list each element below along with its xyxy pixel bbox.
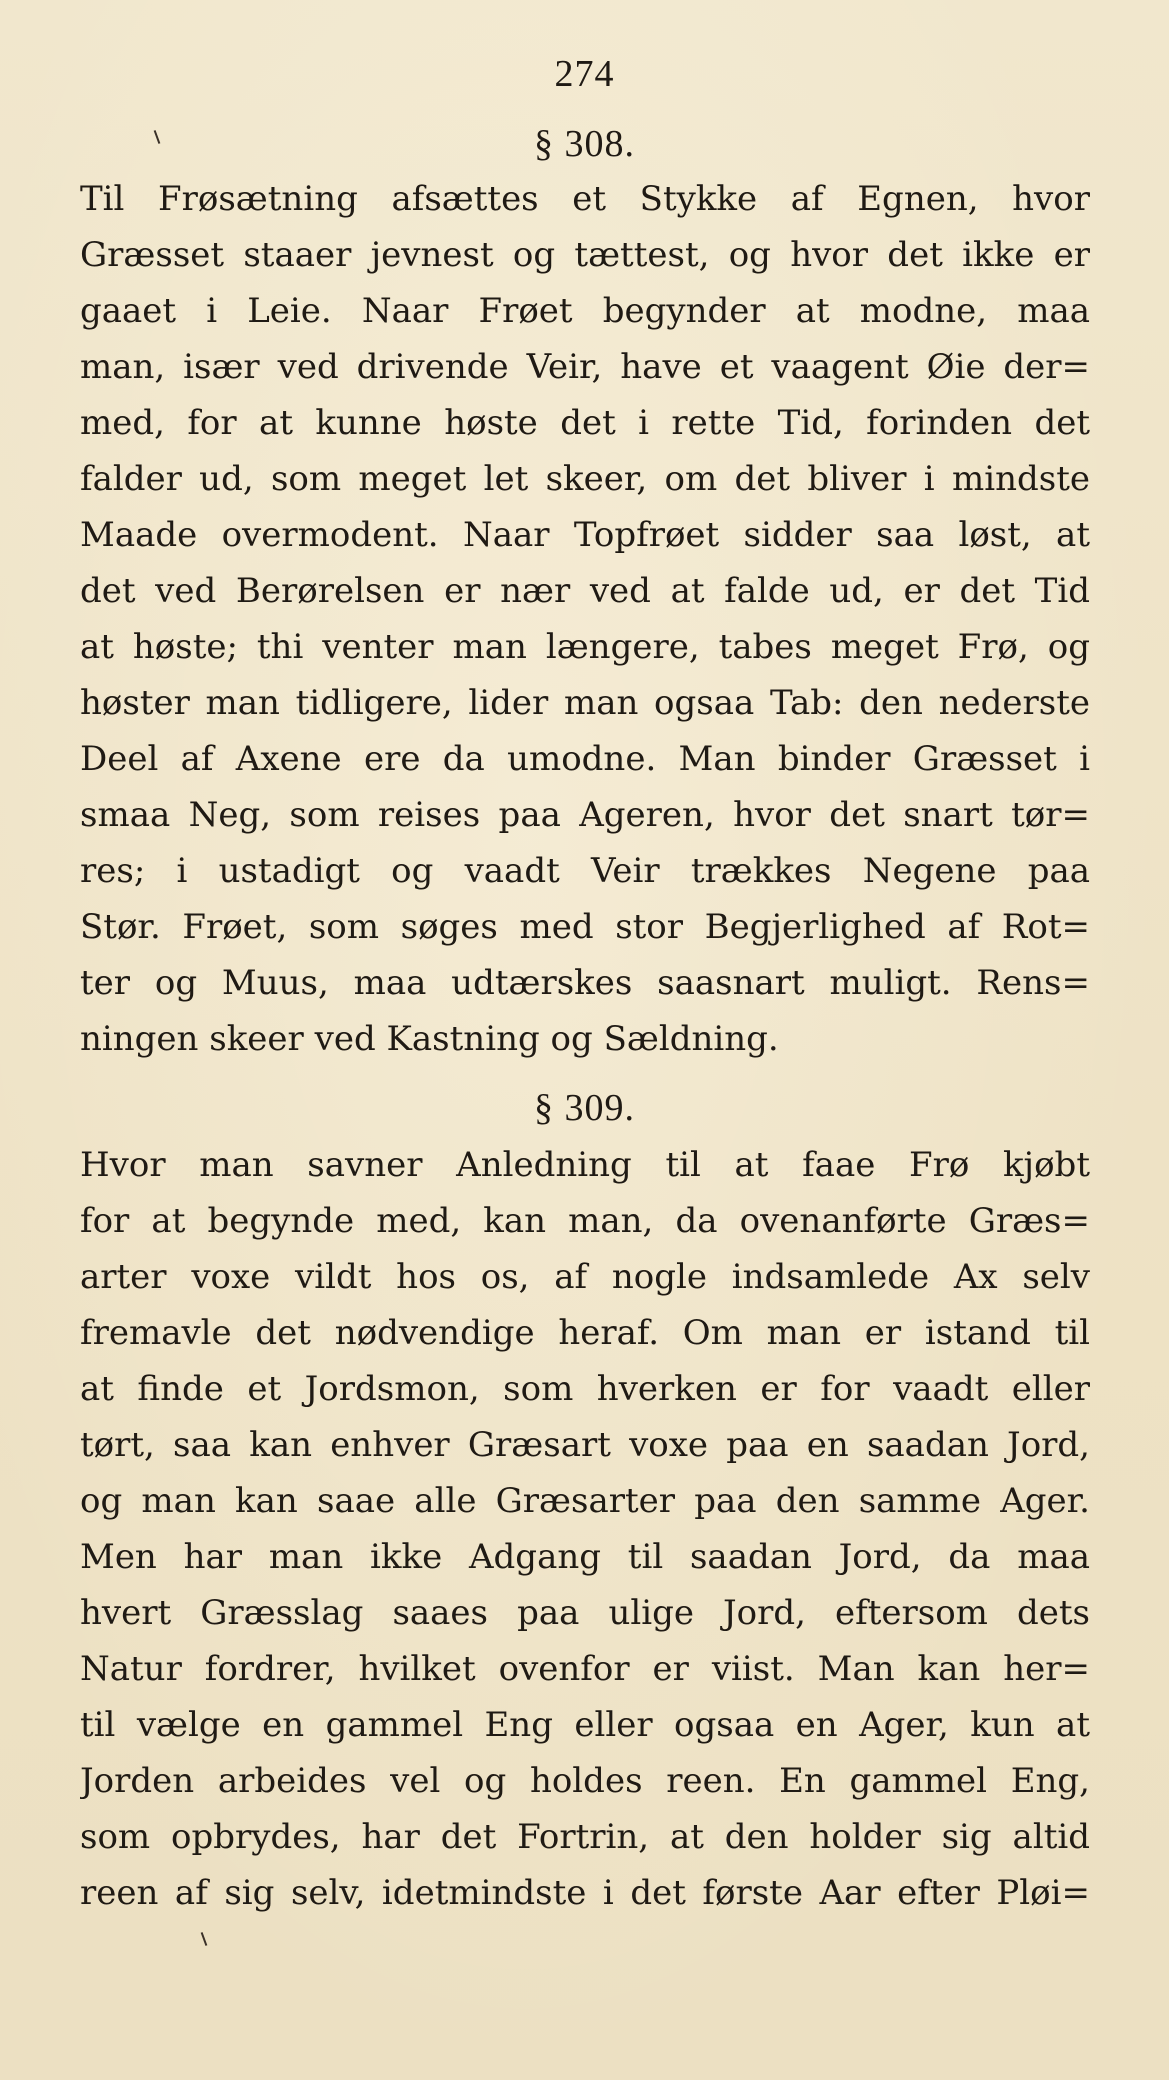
section-heading-309: § 309. bbox=[534, 1087, 635, 1129]
text-line: hvert Græsslag saaes paa ulige Jord, eftersom dets bbox=[80, 1593, 1090, 1633]
ink-speck bbox=[201, 1932, 208, 1946]
text-line: det ved Berørelsen er nær ved at falde ud, er det Tid bbox=[80, 571, 1090, 611]
section-heading-308: § 308. bbox=[534, 123, 635, 165]
text-line: Jorden arbeides vel og holdes reen. En gammel Eng, bbox=[80, 1761, 1090, 1801]
text-line: man, især ved drivende Veir, have et vaagent Øie der= bbox=[80, 347, 1090, 387]
text-line: gaaet i Leie. Naar Frøet begynder at modne, maa bbox=[80, 291, 1090, 331]
text-line: for at begynde med, kan man, da ovenanførte Græs= bbox=[80, 1201, 1090, 1241]
text-line: høster man tidligere, lider man ogsaa Tab: den nederste bbox=[80, 683, 1090, 723]
text-line: Men har man ikke Adgang til saadan Jord, da maa bbox=[80, 1537, 1090, 1577]
text-line: med, for at kunne høste det i rette Tid, forinden det bbox=[80, 403, 1090, 443]
text-line: reen af sig selv, idetmindste i det første Aar efter Pløi= bbox=[80, 1873, 1090, 1913]
text-line: fremavle det nødvendige heraf. Om man er istand til bbox=[80, 1313, 1090, 1353]
text-line: til vælge en gammel Eng eller ogsaa en Ager, kun at bbox=[80, 1705, 1090, 1745]
paragraph-309 bbox=[80, 1137, 1090, 1921]
text-line: ter og Muus, maa udtærskes saasnart muligt. Rens= bbox=[80, 963, 1090, 1003]
text-line: Deel af Axene ere da umodne. Man binder Græsset i bbox=[80, 739, 1090, 779]
text-line: og man kan saae alle Græsarter paa den samme Ager. bbox=[80, 1481, 1090, 1521]
text-line: smaa Neg, som reises paa Ageren, hvor det snart tør= bbox=[80, 795, 1090, 835]
text-line: ningen skeer ved Kastning og Sældning. bbox=[80, 1019, 779, 1059]
text-line: Til Frøsætning afsættes et Stykke af Egnen, hvor bbox=[80, 179, 1090, 219]
text-line: som opbrydes, har det Fortrin, at den holder sig altid bbox=[80, 1817, 1090, 1857]
text-line: Maade overmodent. Naar Topfrøet sidder saa løst, at bbox=[80, 515, 1090, 555]
text-line: Hvor man savner Anledning til at faae Frø kjøbt bbox=[80, 1145, 1090, 1185]
text-line: res; i ustadigt og vaadt Veir trækkes Negene paa bbox=[80, 851, 1090, 891]
text-line: at høste; thi venter man længere, tabes meget Frø, og bbox=[80, 627, 1090, 667]
page-number: 274 bbox=[554, 53, 615, 95]
text-line: arter voxe vildt hos os, af nogle indsamlede Ax selv bbox=[80, 1257, 1090, 1297]
text-line: Græsset staaer jevnest og tættest, og hvor det ikke er bbox=[80, 235, 1090, 275]
text-line: Natur fordrer, hvilket ovenfor er viist. Man kan her= bbox=[80, 1649, 1090, 1689]
text-line: Stør. Frøet, som søges med stor Begjerlighed af Rot= bbox=[80, 907, 1090, 947]
paragraph-308 bbox=[80, 171, 1090, 1067]
text-line: tørt, saa kan enhver Græsart voxe paa en saadan Jord, bbox=[80, 1425, 1090, 1465]
text-line: falder ud, som meget let skeer, om det bliver i mindste bbox=[80, 459, 1090, 499]
text-line: at finde et Jordsmon, som hverken er for vaadt eller bbox=[80, 1369, 1090, 1409]
